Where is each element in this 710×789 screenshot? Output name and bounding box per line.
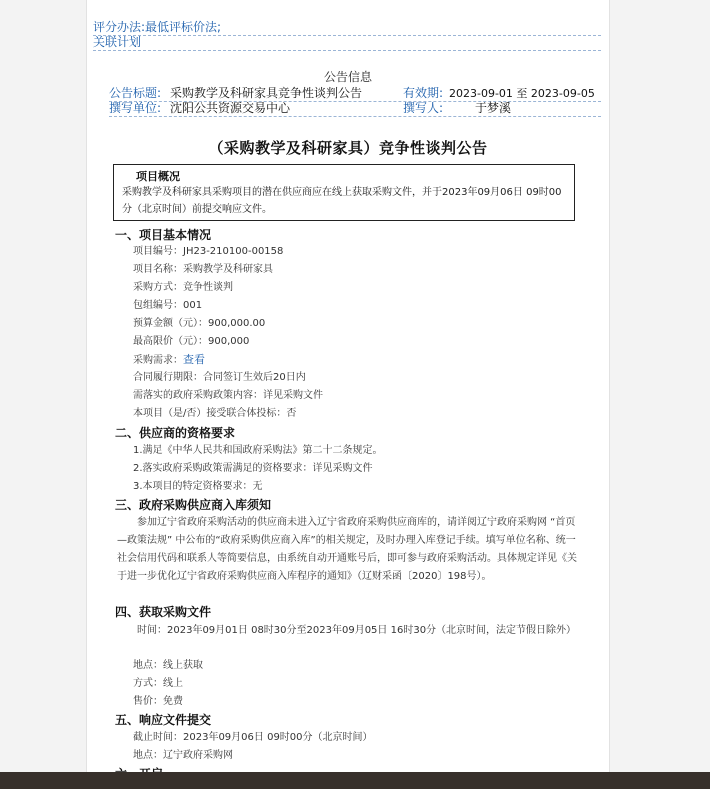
section2-heading: 二、供应商的资格要求 <box>115 426 236 440</box>
requirement-label: 采购需求： <box>133 355 183 366</box>
section3-heading: 三、政府采购供应商入库须知 <box>115 498 272 512</box>
announcement-page <box>86 0 610 772</box>
qualification-2: 2.落实政府采购政策需满足的资格要求：详见采购文件 <box>133 463 373 474</box>
requirement-row <box>133 353 205 368</box>
writer-label: 撰写人: <box>403 101 444 115</box>
related-plan-link[interactable]: 关联计划 <box>93 35 601 51</box>
section5-heading: 五、响应文件提交 <box>115 713 212 727</box>
writer-value: 于梦溪 <box>475 101 512 115</box>
acquisition-method: 方式：线上 <box>133 678 183 689</box>
submission-location: 地点：辽宁政府采购网 <box>133 750 233 761</box>
unit-value: 沈阳公共资源交易中心 <box>170 101 291 115</box>
section1-heading: 一、项目基本情况 <box>115 228 212 242</box>
title-label: 公告标题: <box>109 86 162 100</box>
info-row-title <box>109 86 601 102</box>
budget-amount: 预算金额（元）：900,000.00 <box>133 318 266 329</box>
validity-label: 有效期: <box>403 86 444 100</box>
acquisition-price: 售价：免费 <box>133 696 183 707</box>
project-no: 项目编号：JH23-210100-00158 <box>133 246 284 257</box>
submission-deadline: 截止时间：2023年09月06日 09时00分（北京时间） <box>133 732 373 743</box>
max-price: 最高限价（元）：900,000 <box>133 336 250 347</box>
acquisition-location: 地点：线上获取 <box>133 660 203 671</box>
consortium-bid: 本项目（是/否）接受联合体投标：否 <box>133 408 297 419</box>
qualification-3: 3.本项目的特定资格要求：无 <box>133 481 263 492</box>
overview-text: 采购教学及科研家具采购项目的潜在供应商应在线上获取采购文件，并于2023年09月06日 09时00分（北京时间）前提交响应文件。 <box>122 187 562 215</box>
overview-title: 项目概况 <box>136 170 180 183</box>
procurement-method: 采购方式：竞争性谈判 <box>133 282 233 293</box>
validity-value: 2023-09-01 至 2023-09-05 <box>449 87 595 100</box>
info-row-unit <box>109 101 601 117</box>
acquisition-time: 时间：2023年09月01日 08时30分至2023年09月05日 16时30分（北京时间，法定节假日除外） <box>137 625 577 636</box>
title-value: 采购教学及科研家具竞争性谈判公告 <box>170 86 363 100</box>
section4-heading: 四、获取采购文件 <box>115 605 212 619</box>
taskbar <box>0 772 710 789</box>
package-no: 包组编号：001 <box>133 300 203 311</box>
document-title: （采购教学及科研家具）竞争性谈判公告 <box>208 139 488 157</box>
overview-box <box>113 164 575 221</box>
info-heading: 公告信息 <box>323 70 372 84</box>
unit-label: 撰写单位: <box>109 101 162 115</box>
policy-content: 需落实的政府采购政策内容：详见采购文件 <box>133 390 323 401</box>
qualification-1: 1.满足《中华人民共和国政府采购法》第二十二条规定。 <box>133 445 383 456</box>
view-requirement-link[interactable]: 查看 <box>183 353 205 366</box>
registration-notice: 参加辽宁省政府采购活动的供应商未进入辽宁省政府采购供应商库的，请详阅辽宁政府采购网 “首页—政策法规” 中公布的“政府采购供应商入库”的相关规定，及时办理入库登记手续。填写单位名称、统一社会信用代码和联系人等简要信息，由系统自动开通账号后，即可参与政府采购活动。具体规定详见《关于进一步优化辽宁省政府采购供应商入库程序的通知》（辽财采函〔2020〕198号）。 <box>117 517 577 582</box>
contract-period: 合同履行期限：合同签订生效后20日内 <box>133 372 306 383</box>
scoring-method-link[interactable]: 评分办法:最低评标价法; <box>93 20 601 36</box>
project-name: 项目名称：采购教学及科研家具 <box>133 264 273 275</box>
